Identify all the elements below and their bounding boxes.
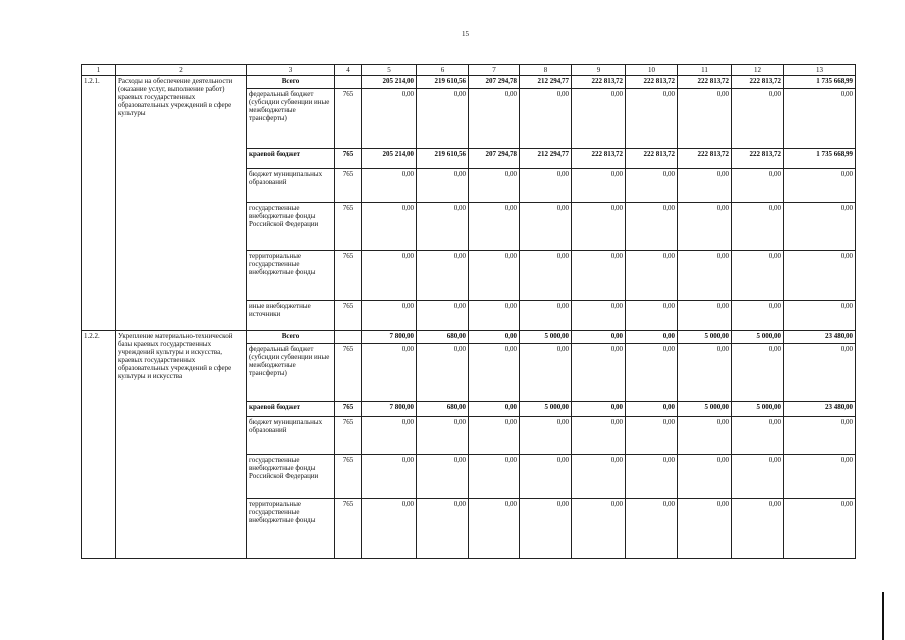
amount-cell: 0,00 [520,89,572,149]
amount-cell: 5 000,00 [678,331,732,344]
amount-cell: 5 000,00 [732,331,784,344]
amount-cell: 0,00 [572,331,626,344]
column-number-header: 12 [732,65,784,76]
amount-cell: 0,00 [678,251,732,301]
amount-cell: 23 480,00 [784,331,856,344]
amount-cell: 0,00 [469,344,520,402]
column-number-header: 10 [626,65,678,76]
amount-cell: 0,00 [572,169,626,203]
amount-cell: 0,00 [678,169,732,203]
amount-cell: 0,00 [732,251,784,301]
amount-cell: 0,00 [520,499,572,559]
amount-cell: 0,00 [572,499,626,559]
amount-cell: 5 000,00 [732,402,784,417]
amount-cell: 0,00 [626,169,678,203]
amount-cell: 205 214,00 [362,149,417,169]
amount-cell: 0,00 [572,344,626,402]
amount-cell: 0,00 [417,417,469,455]
funding-source: Всего [247,331,335,344]
amount-cell: 0,00 [362,417,417,455]
amount-cell: 0,00 [572,251,626,301]
amount-cell: 0,00 [417,301,469,331]
funding-source: краевой бюджет [247,149,335,169]
amount-cell: 219 610,56 [417,149,469,169]
amount-cell: 0,00 [469,89,520,149]
amount-cell: 212 294,77 [520,149,572,169]
amount-cell: 0,00 [678,417,732,455]
amount-cell: 0,00 [572,402,626,417]
amount-cell: 680,00 [417,402,469,417]
amount-cell: 0,00 [784,301,856,331]
amount-cell: 7 800,00 [362,402,417,417]
amount-cell: 0,00 [732,455,784,499]
amount-cell: 0,00 [469,251,520,301]
amount-cell: 0,00 [469,402,520,417]
amount-cell: 207 294,78 [469,149,520,169]
funding-source: государственные внебюджетные фонды Российской Федерации [247,455,335,499]
scan-edge-mark [882,592,884,640]
amount-cell: 0,00 [732,169,784,203]
amount-cell: 5 000,00 [520,331,572,344]
table-row [82,331,856,344]
budget-code: 765 [335,499,362,559]
funding-source: федеральный бюджет (субсидии субвенции иные межбюджетные трансферты) [247,89,335,149]
amount-cell: 0,00 [678,344,732,402]
amount-cell: 0,00 [626,455,678,499]
amount-cell: 0,00 [784,455,856,499]
amount-cell: 0,00 [520,455,572,499]
section-number: 1.2.1. [82,76,116,331]
amount-cell: 0,00 [784,417,856,455]
amount-cell: 23 480,00 [784,402,856,417]
amount-cell: 222 813,72 [732,149,784,169]
column-number-header: 3 [247,65,335,76]
amount-cell: 222 813,72 [678,76,732,89]
column-number-header: 6 [417,65,469,76]
amount-cell: 0,00 [417,169,469,203]
amount-cell: 0,00 [626,344,678,402]
amount-cell: 0,00 [520,417,572,455]
column-number-header: 11 [678,65,732,76]
amount-cell: 222 813,72 [572,149,626,169]
funding-source: иные внебюджетные источники [247,301,335,331]
amount-cell: 0,00 [362,344,417,402]
amount-cell: 0,00 [626,203,678,251]
amount-cell: 1 735 668,99 [784,149,856,169]
amount-cell: 0,00 [469,301,520,331]
section-number: 1.2.2. [82,331,116,559]
page-number: 15 [462,30,469,38]
column-number-header: 1 [82,65,116,76]
amount-cell: 222 813,72 [732,76,784,89]
amount-cell: 0,00 [469,499,520,559]
amount-cell: 0,00 [417,251,469,301]
amount-cell: 0,00 [784,89,856,149]
amount-cell: 0,00 [626,417,678,455]
amount-cell: 0,00 [784,251,856,301]
column-number-header: 13 [784,65,856,76]
amount-cell: 5 000,00 [678,402,732,417]
amount-cell: 0,00 [626,499,678,559]
amount-cell: 207 294,78 [469,76,520,89]
amount-cell: 0,00 [572,89,626,149]
amount-cell: 222 813,72 [626,149,678,169]
amount-cell: 0,00 [626,89,678,149]
amount-cell: 205 214,00 [362,76,417,89]
funding-source: территориальные государственные внебюджетные фонды [247,251,335,301]
budget-code: 765 [335,301,362,331]
amount-cell: 0,00 [417,89,469,149]
budget-code: 765 [335,203,362,251]
amount-cell: 0,00 [732,499,784,559]
amount-cell: 212 294,77 [520,76,572,89]
column-number-header: 2 [116,65,247,76]
budget-code: 765 [335,251,362,301]
column-number-header: 9 [572,65,626,76]
amount-cell: 0,00 [784,344,856,402]
amount-cell: 0,00 [732,301,784,331]
amount-cell: 219 610,56 [417,76,469,89]
budget-code [335,76,362,89]
amount-cell: 0,00 [572,455,626,499]
amount-cell: 222 813,72 [678,149,732,169]
budget-code: 765 [335,455,362,499]
amount-cell: 0,00 [678,89,732,149]
amount-cell: 222 813,72 [626,76,678,89]
amount-cell: 0,00 [784,169,856,203]
section-title: Расходы на обеспечение деятельности (оказание услуг, выполнение работ) краевых государственных образовательных учреждений в сфере культуры [116,76,247,331]
amount-cell: 0,00 [626,331,678,344]
funding-source: территориальные государственные внебюджетные фонды [247,499,335,559]
amount-cell: 0,00 [520,169,572,203]
amount-cell: 0,00 [678,301,732,331]
amount-cell: 0,00 [626,402,678,417]
table-row [82,76,856,89]
amount-cell: 0,00 [417,344,469,402]
funding-source: Всего [247,76,335,89]
amount-cell: 0,00 [520,251,572,301]
amount-cell: 0,00 [469,203,520,251]
budget-table [81,64,856,559]
amount-cell: 0,00 [362,499,417,559]
amount-cell: 1 735 668,99 [784,76,856,89]
amount-cell: 0,00 [417,455,469,499]
amount-cell: 0,00 [362,455,417,499]
amount-cell: 0,00 [362,203,417,251]
column-number-header: 7 [469,65,520,76]
budget-code: 765 [335,402,362,417]
amount-cell: 0,00 [784,203,856,251]
amount-cell: 0,00 [626,301,678,331]
amount-cell: 0,00 [417,203,469,251]
budget-code [335,331,362,344]
column-number-header: 5 [362,65,417,76]
amount-cell: 0,00 [362,169,417,203]
amount-cell: 0,00 [362,251,417,301]
amount-cell: 0,00 [572,301,626,331]
amount-cell: 0,00 [417,499,469,559]
budget-code: 765 [335,344,362,402]
amount-cell: 680,00 [417,331,469,344]
budget-code: 765 [335,169,362,203]
amount-cell: 0,00 [469,331,520,344]
amount-cell: 0,00 [469,455,520,499]
amount-cell: 0,00 [678,499,732,559]
amount-cell: 222 813,72 [572,76,626,89]
amount-cell: 0,00 [520,301,572,331]
funding-source: бюджет муниципальных образований [247,169,335,203]
funding-source: краевой бюджет [247,402,335,417]
budget-code: 765 [335,417,362,455]
amount-cell: 0,00 [678,203,732,251]
column-number-header: 8 [520,65,572,76]
amount-cell: 0,00 [572,417,626,455]
amount-cell: 0,00 [572,203,626,251]
amount-cell: 0,00 [520,203,572,251]
funding-source: государственные внебюджетные фонды Российской Федерации [247,203,335,251]
amount-cell: 0,00 [732,89,784,149]
amount-cell: 5 000,00 [520,402,572,417]
amount-cell: 0,00 [469,417,520,455]
amount-cell: 7 800,00 [362,331,417,344]
column-number-header: 4 [335,65,362,76]
funding-source: федеральный бюджет (субсидии субвенции иные межбюджетные трансферты) [247,344,335,402]
budget-code: 765 [335,149,362,169]
amount-cell: 0,00 [732,344,784,402]
budget-code: 765 [335,89,362,149]
amount-cell: 0,00 [678,455,732,499]
amount-cell: 0,00 [626,251,678,301]
amount-cell: 0,00 [362,301,417,331]
amount-cell: 0,00 [520,344,572,402]
amount-cell: 0,00 [469,169,520,203]
funding-source: бюджет муниципальных образований [247,417,335,455]
amount-cell: 0,00 [362,89,417,149]
amount-cell: 0,00 [784,499,856,559]
amount-cell: 0,00 [732,203,784,251]
column-number-row [82,65,856,76]
table-body [82,65,856,559]
section-title: Укрепление материально-технической базы краевых государственных учреждений культуры и искусства, краевых государственных образовательных учреждений в сфере культуры и искусства [116,331,247,559]
amount-cell: 0,00 [732,417,784,455]
